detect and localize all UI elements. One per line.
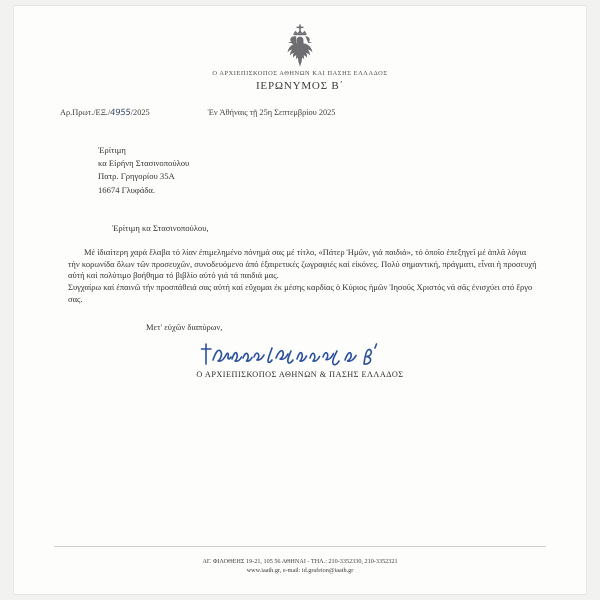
recipient-name: κα Εἰρήνη Στασινοπούλου — [98, 158, 190, 169]
protocol-prefix-label: Αρ.Πρωτ./ΕΞ./ — [60, 108, 111, 117]
letterhead-crest-container — [54, 6, 546, 68]
letterhead-authority-line: Ο ΑΡΧΙΕΠΙΣΚΟΠΟΣ ΑΘΗΝΩΝ ΚΑΙ ΠΑΣΗΣ ΕΛΛΑΔΟΣ — [212, 70, 388, 77]
recipient-address-block — [54, 144, 546, 197]
body-paragraph-1: Μέ ἰδιαίτερη χαρά ἔλαβα τό λίαν ἐπιμελημένο πόνημά σας μέ τίτλο, «Πάτερ Ἡμῶν, γιά παιδιά», τό ὁποῖο ἐπεξηγεῖ μέ ἁπλᾶ λόγια τήν κορωνίδα ὅλων τῶν προσευχῶν, συνοδευόμενο ἀπό ἐξαιρετικές ζωγραφιές καί εἰκόνες. Πολύ σημαντική, πράγματι, εἶναι ἡ προσευχή αὐτή καί πολύτιμο βοήθημα τό βιβλίο αὐτό γιά τά παιδιά μας. — [68, 246, 537, 281]
double-headed-eagle-crest-icon — [278, 24, 322, 68]
protocol-handwritten-number: 4955 — [109, 108, 132, 118]
footer-web-line: www.iaath.gr, e-mail: id.grafeion@iaath.gr — [246, 567, 354, 574]
signer-title: Ο ΑΡΧΙΕΠΙΣΚΟΠΟΣ ΑΘΗΝΩΝ & ΠΑΣΗΣ ΕΛΛΑΔΟΣ — [196, 369, 404, 379]
letter-body — [54, 247, 546, 306]
place-and-date: Ἐν Ἀθήναις τῇ 25η Σεπτεμβρίου 2025 — [207, 108, 336, 117]
footer-address-line: ΑΓ. ΦΙΛΟΘΕΗΣ 19-21, 105 56 ΑΘΗΝΑΙ - ΤΗΛ.: 210-3352330, 210-3352321 — [202, 558, 398, 565]
signature-area — [54, 338, 546, 368]
salutation: Ἐρίτιμη κα Στασινοπούλου, — [112, 222, 209, 233]
recipient-street: Πατρ. Γρηγορίου 35Α — [98, 171, 175, 182]
footer-divider — [54, 546, 546, 547]
recipient-honorific: Ἐρίτιμη — [98, 145, 126, 155]
letterhead-name-line: ΙΕΡΩΝΥΜΟΣ Β΄ — [255, 80, 345, 92]
recipient-city: 16674 Γλυφάδα. — [98, 184, 156, 195]
letterhead — [54, 70, 546, 92]
body-paragraph-2: Συγχαίρω καί ἐπαινῶ τήν προσπάθειά σας αὐτή καί εὔχομαι ἐκ μέσης καρδίας ὁ Κύριος ἡμῶν Ἰησοῦς Χριστός νά σᾶς ἐνισχύει στό ἔργο σας. — [68, 282, 533, 304]
handwritten-signature — [200, 338, 400, 373]
protocol-and-date-row — [54, 108, 546, 118]
valediction: Μετ' εὐχῶν διαπύρων, — [146, 321, 223, 332]
page-footer — [14, 557, 586, 575]
protocol-number — [60, 108, 150, 118]
letter-page — [14, 6, 586, 594]
protocol-suffix-label: /2025 — [130, 108, 150, 117]
